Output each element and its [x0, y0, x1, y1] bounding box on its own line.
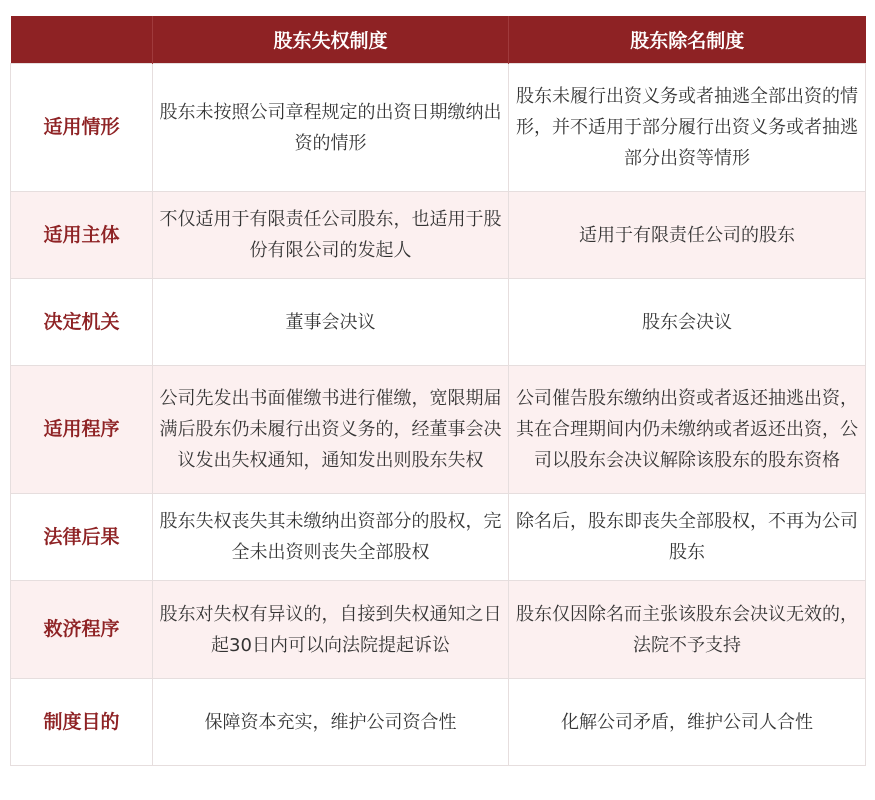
row-label: 适用程序 [11, 366, 153, 494]
forfeiture-cell: 保障资本充实，维护公司资合性 [153, 679, 509, 766]
row-label: 适用主体 [11, 192, 153, 279]
row-label: 法律后果 [11, 494, 153, 581]
forfeiture-cell: 不仅适用于有限责任公司股东，也适用于股份有限公司的发起人 [153, 192, 509, 279]
row-label: 适用情形 [11, 64, 153, 192]
table-row-applicable-circumstances [11, 64, 866, 192]
forfeiture-cell: 股东未按照公司章程规定的出资日期缴纳出资的情形 [153, 64, 509, 192]
expulsion-cell: 化解公司矛盾，维护公司人合性 [509, 679, 866, 766]
table-row-procedure [11, 366, 866, 494]
row-label: 制度目的 [11, 679, 153, 766]
expulsion-cell: 股东未履行出资义务或者抽逃全部出资的情形，并不适用于部分履行出资义务或者抽逃部分出资等情形 [509, 64, 866, 192]
expulsion-cell: 公司催告股东缴纳出资或者返还抽逃出资，其在合理期间内仍未缴纳或者返还出资，公司以股东会决议解除该股东的股东资格 [509, 366, 866, 494]
expulsion-cell: 股东会决议 [509, 279, 866, 366]
forfeiture-cell: 股东失权丧失其未缴纳出资部分的股权，完全未出资则丧失全部股权 [153, 494, 509, 581]
table-row-legal-consequences [11, 494, 866, 581]
table-row-decision-body [11, 279, 866, 366]
forfeiture-cell: 股东对失权有异议的，自接到失权通知之日起30日内可以向法院提起诉讼 [153, 581, 509, 679]
row-label: 救济程序 [11, 581, 153, 679]
table-row-system-purpose [11, 679, 866, 766]
header-forfeiture-system: 股东失权制度 [153, 16, 509, 64]
header-corner-cell [11, 16, 153, 64]
comparison-table [10, 16, 866, 766]
expulsion-cell: 适用于有限责任公司的股东 [509, 192, 866, 279]
header-expulsion-system: 股东除名制度 [509, 16, 866, 64]
header-row [11, 16, 866, 64]
table-row-applicable-subjects [11, 192, 866, 279]
expulsion-cell: 股东仅因除名而主张该股东会决议无效的，法院不予支持 [509, 581, 866, 679]
forfeiture-cell: 公司先发出书面催缴书进行催缴，宽限期届满后股东仍未履行出资义务的，经董事会决议发出失权通知，通知发出则股东失权 [153, 366, 509, 494]
row-label: 决定机关 [11, 279, 153, 366]
expulsion-cell: 除名后，股东即丧失全部股权，不再为公司股东 [509, 494, 866, 581]
table-row-remedy-procedure [11, 581, 866, 679]
forfeiture-cell: 董事会决议 [153, 279, 509, 366]
